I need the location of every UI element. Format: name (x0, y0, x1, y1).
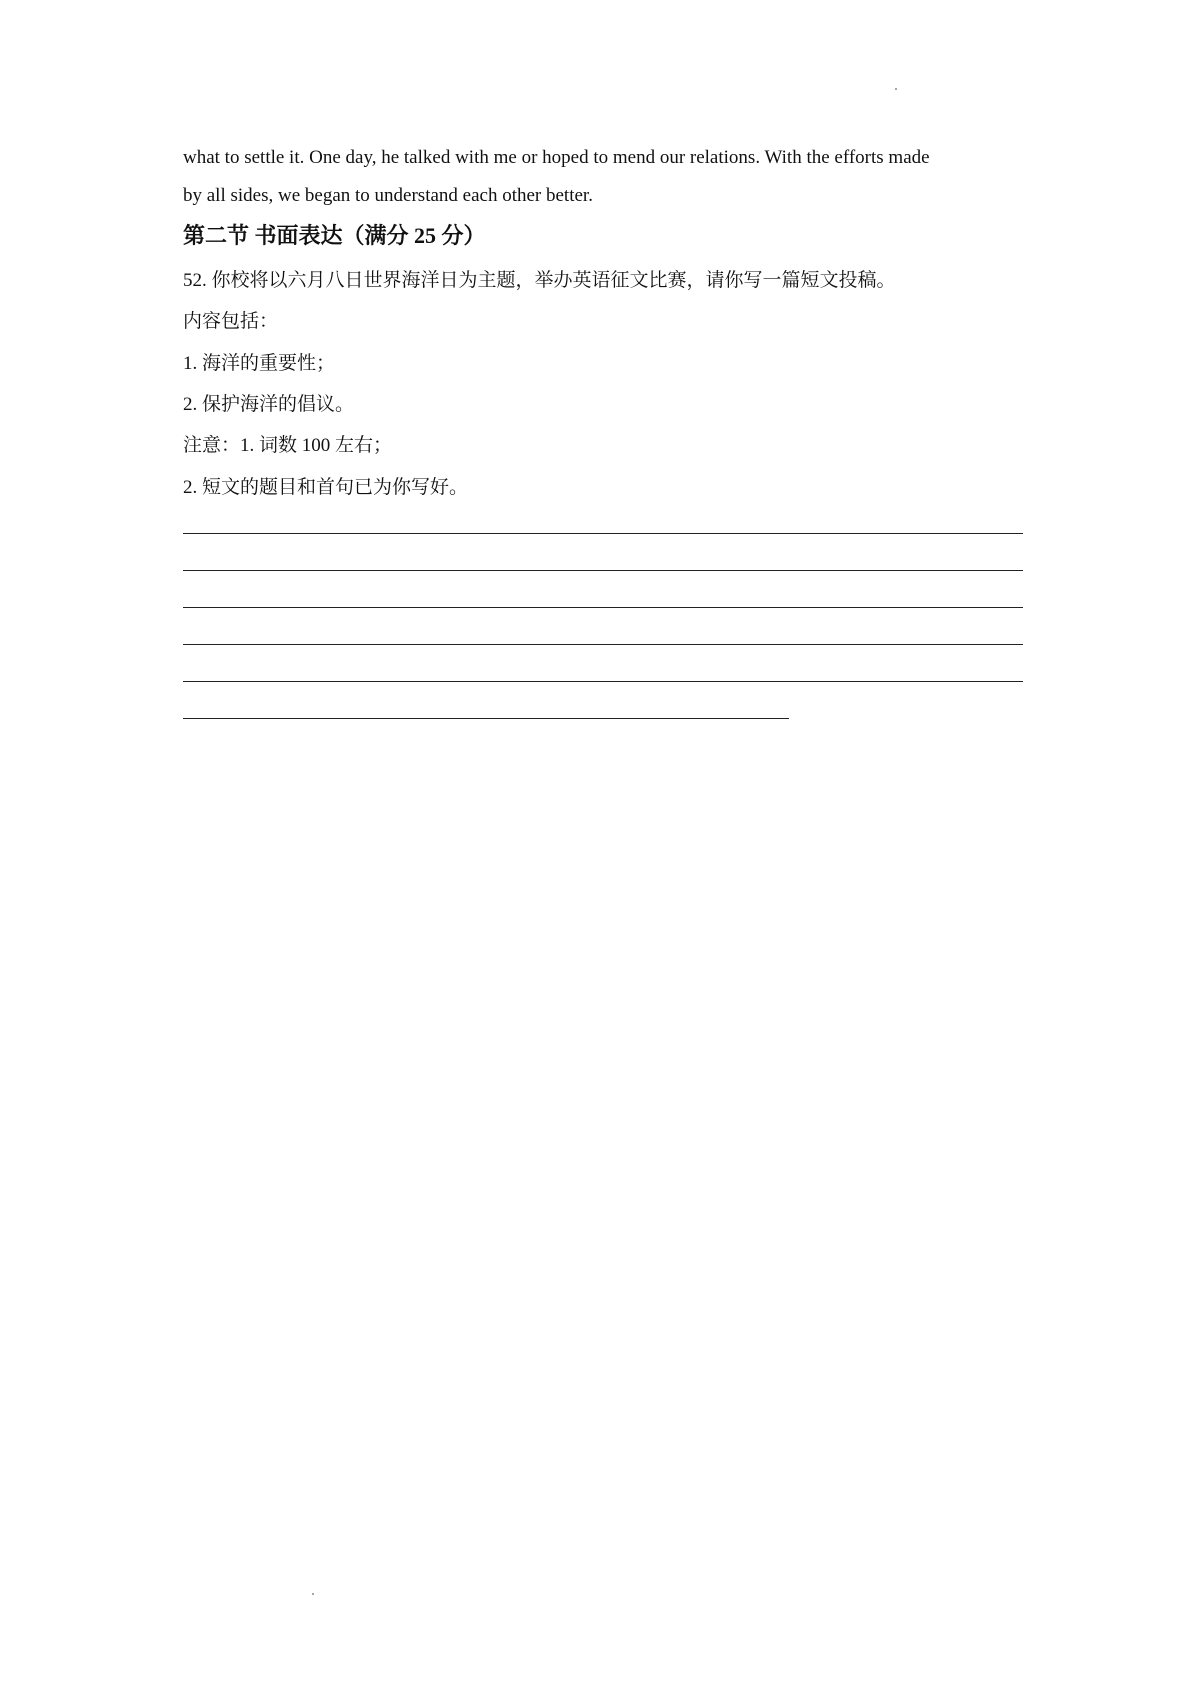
answer-line-last[interactable] (183, 718, 789, 719)
content-item-1: 1. 海洋的重要性； (183, 353, 336, 374)
note-item-2: 2. 短文的题目和首句已为你写好。 (183, 477, 469, 498)
scan-speck (312, 1593, 314, 1595)
answer-line[interactable] (183, 570, 1023, 571)
content-label: 内容包括： (183, 311, 279, 332)
answer-line[interactable] (183, 533, 1023, 534)
passage-line-1: what to settle it. One day, he talked with me or hoped to mend our relations. With the efforts made (183, 147, 930, 168)
question-prompt: 52. 你校将以六月八日世界海洋日为主题，举办英语征文比赛，请你写一篇短文投稿。 (183, 270, 896, 291)
answer-line[interactable] (183, 681, 1023, 682)
answer-line[interactable] (183, 607, 1023, 608)
passage-line-2: by all sides, we began to understand each other better. (183, 185, 593, 206)
note-item-1: 注意：1. 词数 100 左右； (183, 435, 393, 456)
answer-line[interactable] (183, 644, 1023, 645)
scan-speck (895, 88, 897, 90)
section-title: 第二节 书面表达（满分 25 分） (183, 223, 486, 248)
content-item-2: 2. 保护海洋的倡议。 (183, 394, 355, 415)
